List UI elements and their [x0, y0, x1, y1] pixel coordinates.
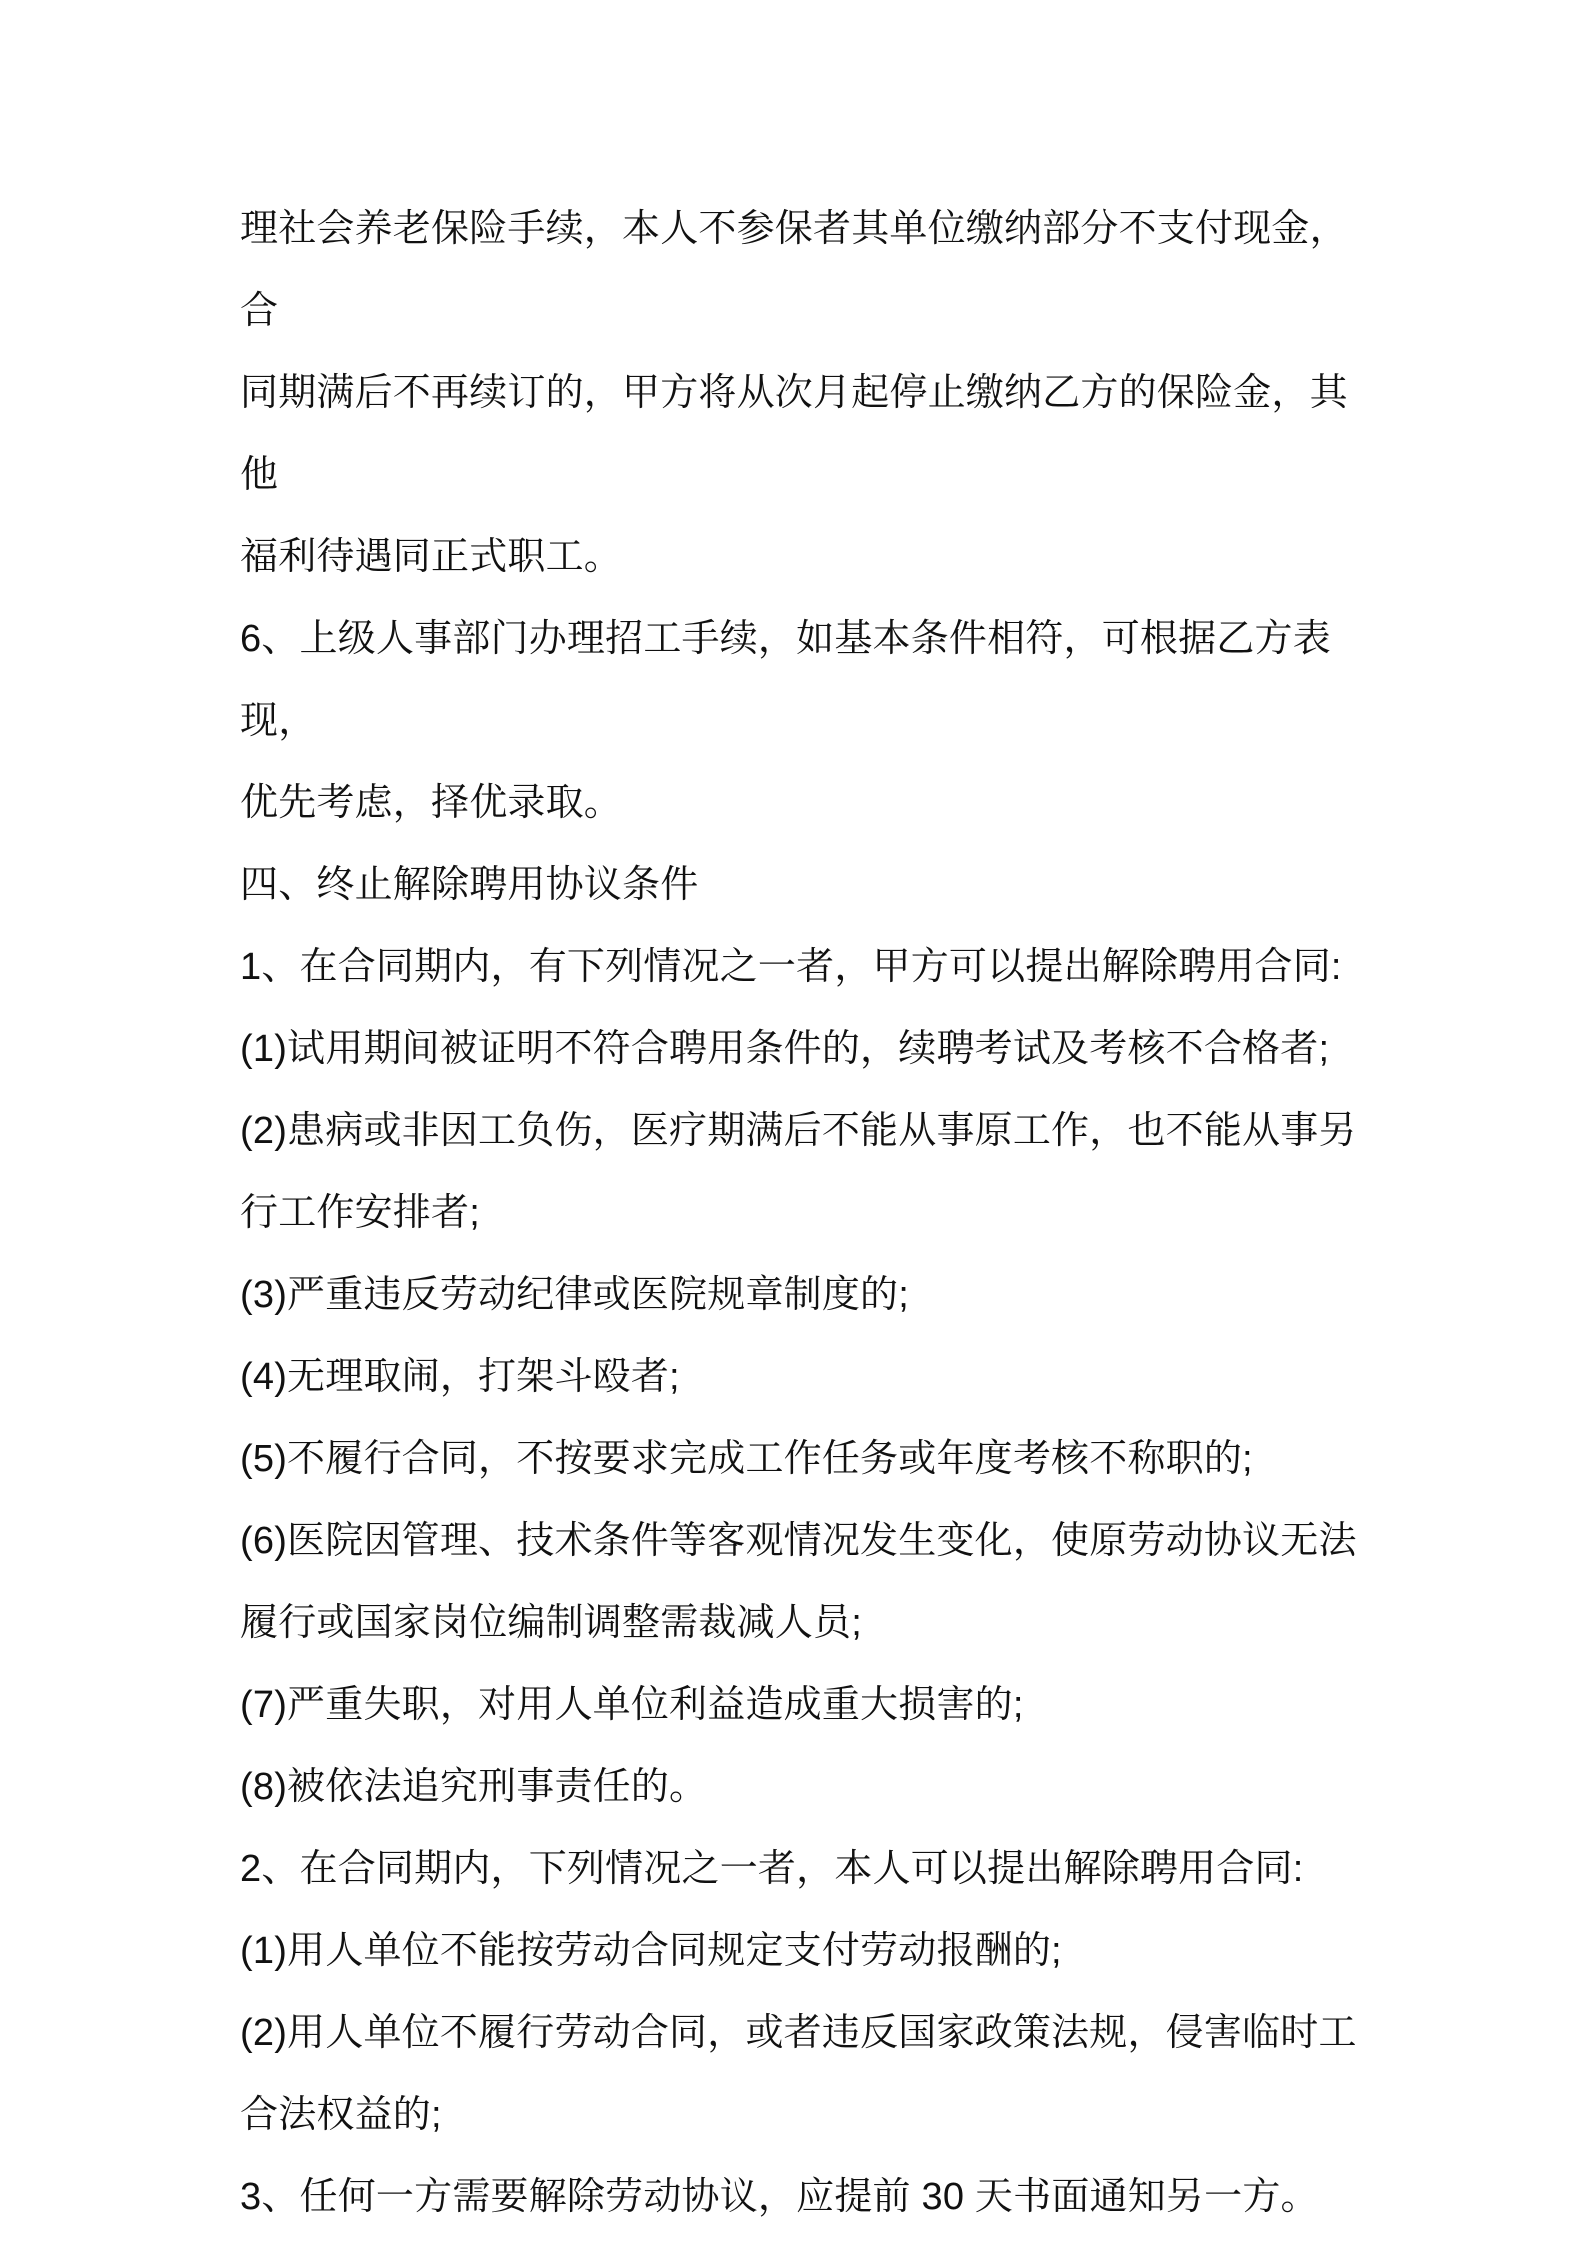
list-item-4-misconduct: (4)无理取闹，打架斗殴者; [240, 1356, 680, 1398]
document-body [240, 188, 1380, 2238]
list-item-8-criminal: (8)被依法追究刑事责任的。 [240, 1766, 708, 1808]
list-item-2-contract-breach: (2)用人单位不履行劳动合同，或者违反国家政策法规，侵害临时工 合法权益的; [240, 2012, 1357, 2136]
section-heading-termination: 四、终止解除聘用协议条件 [240, 864, 699, 906]
paragraph-item-1-employer-termination: 1、在合同期内，有下列情况之一者，甲方可以提出解除聘用合同: [240, 946, 1342, 988]
paragraph-item-2-employee-termination: 2、在合同期内，下列情况之一者，本人可以提出解除聘用合同: [240, 1848, 1304, 1890]
list-item-7-dereliction: (7)严重失职，对用人单位利益造成重大损害的; [240, 1684, 1024, 1726]
paragraph-item-6-recruitment: 6、上级人事部门办理招工手续，如基本条件相符，可根据乙方表现， 优先考虑，择优录取。 [240, 618, 1331, 824]
list-item-2-illness: (2)患病或非因工负伤，医疗期满后不能从事原工作，也不能从事另 行工作安排者; [240, 1110, 1357, 1234]
paragraph-pension-insurance: 理社会养老保险手续，本人不参保者其单位缴纳部分不支付现金，合 同期满后不再续订的，甲方将从次月起停止缴纳乙方的保险金，其他 福利待遇同正式职工。 [240, 208, 1348, 578]
list-item-6-objective-change: (6)医院因管理、技术条件等客观情况发生变化，使原劳动协议无法 履行或国家岗位编制调整需裁减人员; [240, 1520, 1357, 1644]
list-item-5-nonperformance: (5)不履行合同，不按要求完成工作任务或年度考核不称职的; [240, 1438, 1253, 1480]
paragraph-item-3-notice: 3、任何一方需要解除劳动协议，应提前 30 天书面通知另一方。 [240, 2176, 1319, 2218]
list-item-1-unpaid-wages: (1)用人单位不能按劳动合同规定支付劳动报酬的; [240, 1930, 1062, 1972]
list-item-3-discipline: (3)严重违反劳动纪律或医院规章制度的; [240, 1274, 910, 1316]
list-item-1-probation: (1)试用期间被证明不符合聘用条件的，续聘考试及考核不合格者; [240, 1028, 1330, 1070]
